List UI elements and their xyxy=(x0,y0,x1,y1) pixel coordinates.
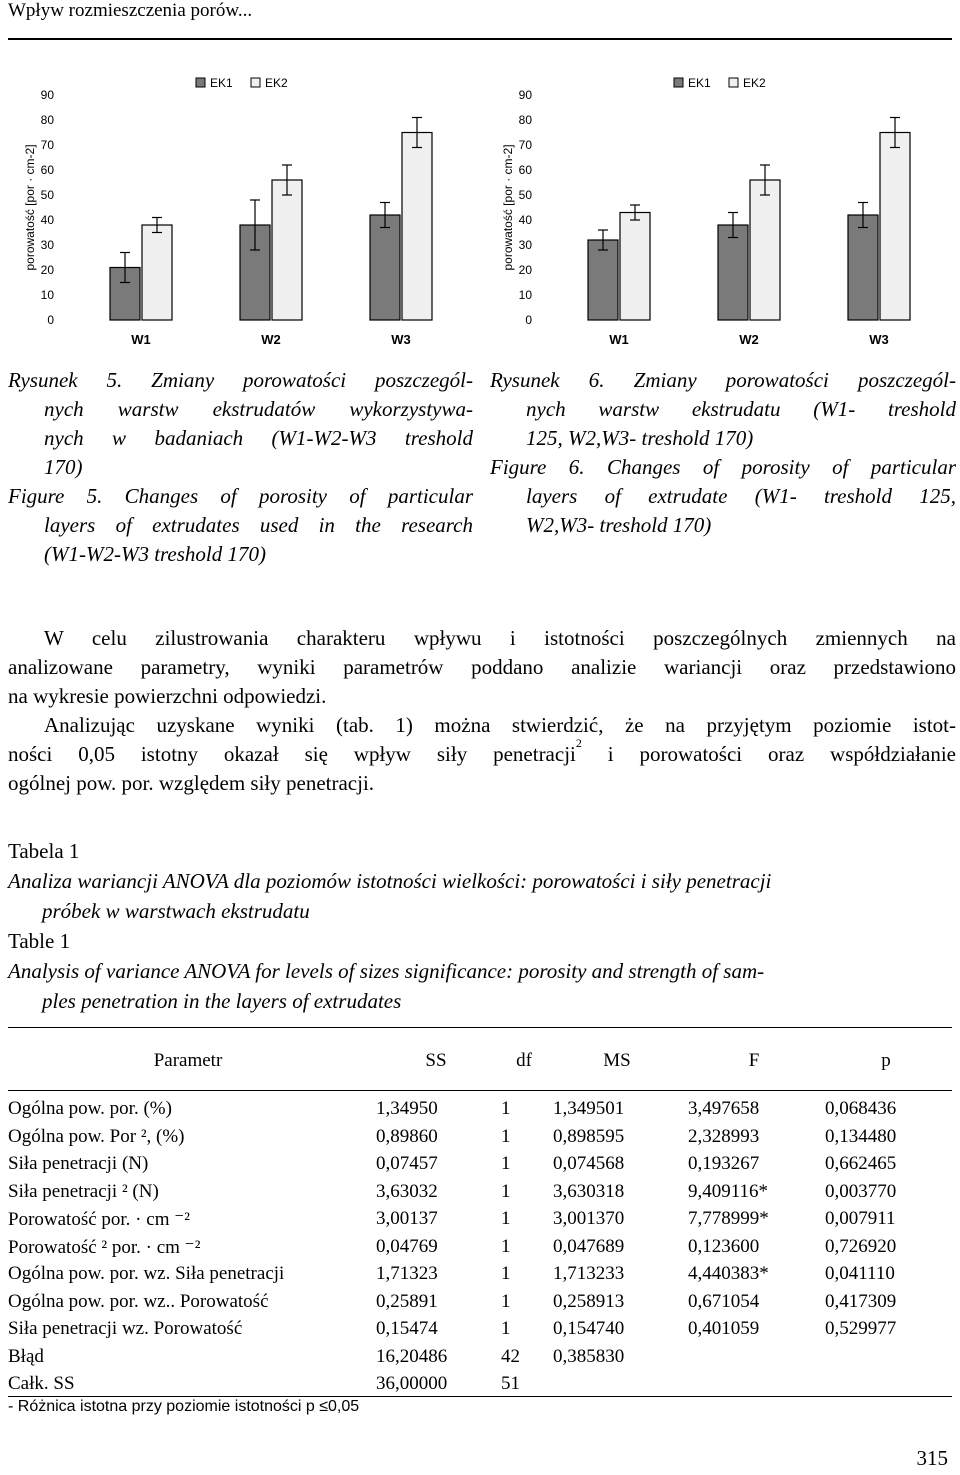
table-header-cell: df xyxy=(516,1050,532,1071)
table-cell: 0,671054 xyxy=(688,1290,760,1312)
table-cell: 1 xyxy=(501,1180,511,1202)
table-cell: 3,63032 xyxy=(376,1180,438,1202)
y-axis-label: porowatość [por · cm-2] xyxy=(23,144,37,271)
bar-ek2-w3 xyxy=(880,133,910,321)
table-cell: 0,15474 xyxy=(376,1318,438,1339)
table-cell: 9,409116* xyxy=(688,1180,769,1202)
bar-ek1-w1 xyxy=(588,240,618,320)
y-tick-label: 0 xyxy=(47,313,54,327)
y-tick-label: 20 xyxy=(518,263,532,277)
paragraph-line: na wykresie powierzchni odpowiedzi. xyxy=(8,684,327,708)
table-row-label: Ogólna pow. por. wz. Siła penetracji xyxy=(8,1263,285,1284)
table-label-pl: Tabela 1 xyxy=(8,839,80,863)
bar-ek1-w3 xyxy=(848,215,878,320)
table-cell: 0,154740 xyxy=(553,1318,625,1339)
table-cell: 3,630318 xyxy=(553,1180,625,1202)
table-cell: 1,713233 xyxy=(553,1263,625,1284)
caption-line: Figure 6. Changes of porosity of particular xyxy=(490,455,956,479)
table-cell: 1 xyxy=(501,1263,511,1284)
paragraph-text: i porowatości oraz współdziałanie xyxy=(581,742,956,766)
table-cell: 0,123600 xyxy=(688,1235,760,1257)
table-cell: 0,401059 xyxy=(688,1318,760,1339)
paragraph-line: analizowane parametry, wyniki parametrów poddano analizie wariancji oraz przedstawiono xyxy=(8,655,956,679)
table-row-label: Siła penetracji wz. Porowatość xyxy=(8,1318,243,1339)
table-cell: 1,349501 xyxy=(553,1098,625,1119)
y-tick-label: 0 xyxy=(525,313,532,327)
running-header: Wpływ rozmieszczenia porów... xyxy=(8,0,253,21)
table-cell: 0,258913 xyxy=(553,1290,625,1312)
table-cell: 0,662465 xyxy=(825,1153,897,1174)
table-cell: 7,778999* xyxy=(688,1208,769,1229)
table-cell: 0,417309 xyxy=(825,1290,897,1312)
table-cell: 0,003770 xyxy=(825,1180,897,1202)
y-tick-label: 40 xyxy=(40,213,54,227)
legend-label-ek1: EK1 xyxy=(210,76,233,90)
paragraph-line: ogólnej pow. por. względem siły penetracji. xyxy=(8,771,375,795)
table-row-label: Całk. SS xyxy=(8,1373,75,1394)
y-tick-label: 50 xyxy=(40,188,54,202)
table-row-label: Siła penetracji ² (N) xyxy=(8,1180,159,1202)
x-tick-label: W1 xyxy=(609,332,629,347)
legend-label-ek1: EK1 xyxy=(688,76,711,90)
y-tick-label: 70 xyxy=(518,138,532,152)
bar-ek1-w2 xyxy=(718,225,748,320)
legend-swatch-ek1 xyxy=(674,78,683,87)
table-row-label: Siła penetracji (N) xyxy=(8,1153,149,1174)
table-caption-en: Analysis of variance ANOVA for levels of sizes significance: porosity and strength of sam- xyxy=(8,959,765,983)
table-footnote: - Różnica istotna przy poziomie istotności p ≤0,05 xyxy=(8,1398,360,1415)
table-cell: 0,193267 xyxy=(688,1153,760,1174)
table-header-cell: F xyxy=(748,1050,760,1071)
legend-label-ek2: EK2 xyxy=(743,76,766,90)
table-cell: 1,34950 xyxy=(376,1098,438,1119)
table-cell: 1 xyxy=(501,1208,511,1229)
bar-ek2-w2 xyxy=(750,180,780,320)
table-cell: 4,440383* xyxy=(688,1263,769,1284)
table-cell: 1,71323 xyxy=(376,1263,438,1284)
y-tick-label: 90 xyxy=(40,88,54,102)
table-top-rule xyxy=(8,1027,952,1028)
legend-swatch-ek2 xyxy=(729,78,738,87)
table-row-label: Ogólna pow. por. wz.. Porowatość xyxy=(8,1290,269,1312)
caption-figure-6 xyxy=(490,366,956,540)
x-tick-label: W2 xyxy=(739,332,759,347)
table-row-label: Porowatość ² por. · cm ⁻² xyxy=(8,1236,201,1258)
caption-line: 170) xyxy=(44,455,83,479)
table-cell: 1 xyxy=(501,1318,511,1339)
table-caption-en-cont: ples penetration in the layers of extrudates xyxy=(42,989,402,1013)
caption-line: 125, W2,W3- treshold 170) xyxy=(526,426,754,450)
y-tick-label: 40 xyxy=(518,213,532,227)
chart-figure-6 xyxy=(492,70,952,360)
table-cell: 0,068436 xyxy=(825,1098,897,1119)
y-tick-label: 50 xyxy=(518,188,532,202)
caption-line: Rysunek 5. Zmiany porowatości poszczegól- xyxy=(8,368,473,392)
table-cell: 42 xyxy=(501,1345,520,1367)
x-tick-label: W2 xyxy=(261,332,281,347)
table-header-cell: MS xyxy=(603,1050,631,1071)
table-cell: 51 xyxy=(501,1373,520,1394)
bar-ek2-w1 xyxy=(620,213,650,321)
header-rule xyxy=(8,38,952,40)
table-cell: 0,898595 xyxy=(553,1125,625,1147)
y-tick-label: 90 xyxy=(518,88,532,102)
table-cell: 3,001370 xyxy=(553,1208,625,1229)
bar-ek2-w3 xyxy=(402,133,432,321)
table-title xyxy=(8,836,956,1016)
table-cell: 16,20486 xyxy=(376,1345,448,1367)
paragraph-line: W celu zilustrowania charakteru wpływu i istotności poszczególnych zmiennych na xyxy=(44,626,956,650)
table-cell: 2,328993 xyxy=(688,1125,760,1147)
bar-ek2-w1 xyxy=(142,225,172,320)
table-cell: 0,047689 xyxy=(553,1235,625,1257)
caption-line: layers of extrudates used in the research xyxy=(44,513,473,537)
table-row-label: Porowatość por. · cm ⁻² xyxy=(8,1209,190,1230)
table-cell: 36,00000 xyxy=(376,1373,448,1394)
table-row-label: Błąd xyxy=(8,1345,44,1367)
table-cell: 1 xyxy=(501,1235,511,1257)
paragraph-line: Analizując uzyskane wyniki (tab. 1) można stwierdzić, że na przyjętym poziomie istot- xyxy=(44,713,956,737)
y-tick-label: 60 xyxy=(518,163,532,177)
caption-line: Figure 5. Changes of porosity of particular xyxy=(8,484,473,508)
table-cell: 1 xyxy=(501,1098,511,1119)
table-cell: 0,07457 xyxy=(376,1153,438,1174)
caption-line: nych w badaniach (W1-W2-W3 treshold xyxy=(44,426,473,450)
table-cell: 0,074568 xyxy=(553,1153,625,1174)
table-cell: 0,25891 xyxy=(376,1290,438,1312)
table-cell: 0,385830 xyxy=(553,1345,625,1367)
y-tick-label: 10 xyxy=(40,288,54,302)
table-header-rule xyxy=(8,1090,952,1091)
table-row-label: Ogólna pow. por. (%) xyxy=(8,1098,172,1119)
y-tick-label: 30 xyxy=(518,238,532,252)
page-number: 315 xyxy=(916,1446,948,1470)
table-cell: 3,497658 xyxy=(688,1098,760,1119)
x-tick-label: W3 xyxy=(869,332,889,347)
caption-line: layers of extrudate (W1- treshold 125, xyxy=(526,484,956,508)
body-paragraph xyxy=(8,624,956,798)
paragraph-line xyxy=(8,736,956,769)
legend-swatch-ek2 xyxy=(251,78,260,87)
table-cell: 0,726920 xyxy=(825,1235,897,1257)
paragraph-text: ności 0,05 istotny okazał się wpływ siły penetracji xyxy=(8,742,576,766)
table-cell: 0,041110 xyxy=(825,1263,895,1284)
y-tick-label: 20 xyxy=(40,263,54,277)
table-header-cell: p xyxy=(881,1050,891,1071)
y-axis-label: porowatość [por · cm-2] xyxy=(501,144,515,271)
table-cell: 0,89860 xyxy=(376,1125,438,1147)
bar-ek1-w3 xyxy=(370,215,400,320)
table-row-label: Ogólna pow. Por ², (%) xyxy=(8,1125,185,1147)
caption-figure-5 xyxy=(8,366,473,569)
y-tick-label: 70 xyxy=(40,138,54,152)
table-label-en: Table 1 xyxy=(8,929,71,953)
bar-ek2-w2 xyxy=(272,180,302,320)
legend-label-ek2: EK2 xyxy=(265,76,288,90)
y-tick-label: 30 xyxy=(40,238,54,252)
legend-swatch-ek1 xyxy=(196,78,205,87)
table-cell: 1 xyxy=(501,1125,511,1147)
table-cell: 0,007911 xyxy=(825,1208,896,1229)
superscript: 2 xyxy=(575,736,582,750)
table-bottom-rule xyxy=(8,1396,952,1397)
y-tick-label: 10 xyxy=(518,288,532,302)
caption-line: nych warstw ekstrudatu (W1- treshold xyxy=(526,397,956,421)
x-tick-label: W1 xyxy=(131,332,151,347)
table-cell: 0,04769 xyxy=(376,1235,438,1257)
table-cell: 0,529977 xyxy=(825,1318,897,1339)
table-cell: 3,00137 xyxy=(376,1208,438,1229)
table-cell: 0,134480 xyxy=(825,1125,897,1147)
y-tick-label: 80 xyxy=(40,113,54,127)
chart-figure-5 xyxy=(14,70,474,360)
caption-line: (W1-W2-W3 treshold 170) xyxy=(44,542,267,566)
caption-line: Rysunek 6. Zmiany porowatości poszczegól- xyxy=(490,368,956,392)
table-cell: 1 xyxy=(501,1290,511,1312)
table-caption-pl: Analiza wariancji ANOVA dla poziomów istotności wielkości: porowatości i siły penetracji xyxy=(8,869,772,893)
table-header-cell: SS xyxy=(425,1050,447,1071)
table-cell: 1 xyxy=(501,1153,511,1174)
caption-line: nych warstw ekstrudatów wykorzystywa- xyxy=(44,397,473,421)
x-tick-label: W3 xyxy=(391,332,411,347)
caption-line: W2,W3- treshold 170) xyxy=(526,513,712,537)
table-header-cell: Parametr xyxy=(153,1050,223,1071)
table-caption-pl-cont: próbek w warstwach ekstrudatu xyxy=(42,899,310,923)
y-tick-label: 60 xyxy=(40,163,54,177)
y-tick-label: 80 xyxy=(518,113,532,127)
